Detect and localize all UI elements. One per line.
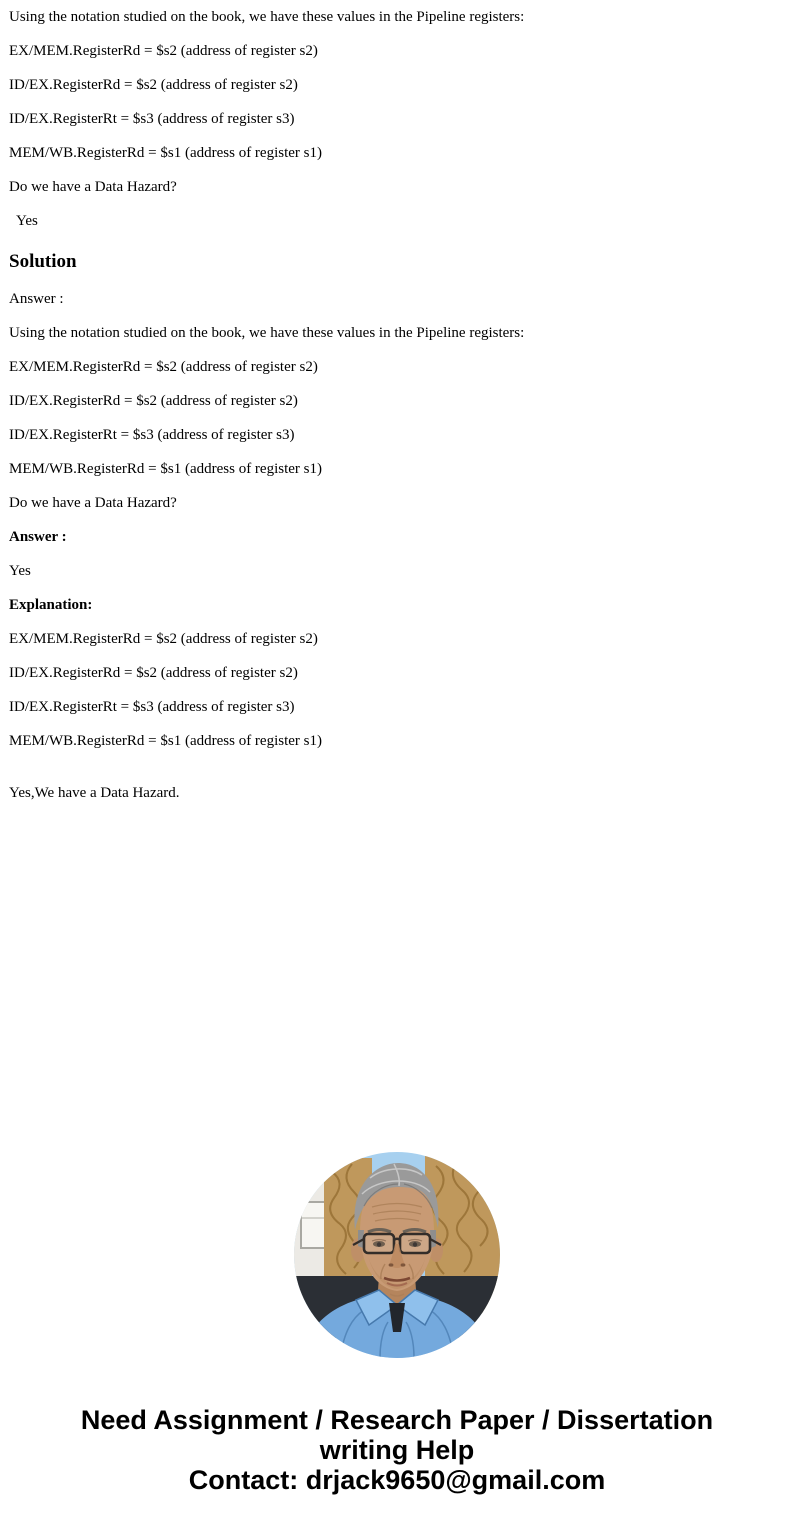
solution-answer-heading: Answer : <box>9 529 67 545</box>
footer-help-line-1: Need Assignment / Research Paper / Dissertation <box>80 1405 714 1435</box>
conclusion-line: Yes,We have a Data Hazard. <box>9 785 180 801</box>
register-line-idex-rt: ID/EX.RegisterRt = $s3 (address of register s3) <box>9 111 295 127</box>
solution-register-memwb: MEM/WB.RegisterRd = $s1 (address of register s1) <box>9 461 322 477</box>
tutor-photo-image <box>294 1152 500 1358</box>
question-intro: Using the notation studied on the book, we have these values in the Pipeline registers: <box>9 9 525 25</box>
solution-heading: Solution <box>9 251 77 272</box>
register-line-exmem: EX/MEM.RegisterRd = $s2 (address of register s2) <box>9 43 318 59</box>
solution-answer-label: Answer : <box>9 291 64 307</box>
tutor-avatar <box>294 1152 500 1358</box>
solution-register-exmem: EX/MEM.RegisterRd = $s2 (address of register s2) <box>9 359 318 375</box>
explanation-register-memwb: MEM/WB.RegisterRd = $s1 (address of register s1) <box>9 733 322 749</box>
solution-register-idex-rt: ID/EX.RegisterRt = $s3 (address of register s3) <box>9 427 295 443</box>
question-answer: Yes <box>16 213 38 229</box>
solution-register-idex-rd: ID/EX.RegisterRd = $s2 (address of register s2) <box>9 393 298 409</box>
footer-help-line-2: writing Help <box>319 1435 475 1465</box>
solution-intro: Using the notation studied on the book, we have these values in the Pipeline registers: <box>9 325 525 341</box>
solution-question-line: Do we have a Data Hazard? <box>9 495 177 511</box>
register-line-memwb: MEM/WB.RegisterRd = $s1 (address of register s1) <box>9 145 322 161</box>
footer-contact-line: Contact: drjack9650@gmail.com <box>188 1465 606 1495</box>
solution-answer: Yes <box>9 563 31 579</box>
register-line-idex-rd: ID/EX.RegisterRd = $s2 (address of register s2) <box>9 77 298 93</box>
footer-ad-banner <box>0 1405 794 1495</box>
explanation-register-idex-rd: ID/EX.RegisterRd = $s2 (address of register s2) <box>9 665 298 681</box>
explanation-register-exmem: EX/MEM.RegisterRd = $s2 (address of register s2) <box>9 631 318 647</box>
question-line: Do we have a Data Hazard? <box>9 179 177 195</box>
explanation-register-idex-rt: ID/EX.RegisterRt = $s3 (address of register s3) <box>9 699 295 715</box>
explanation-heading: Explanation: <box>9 597 93 613</box>
